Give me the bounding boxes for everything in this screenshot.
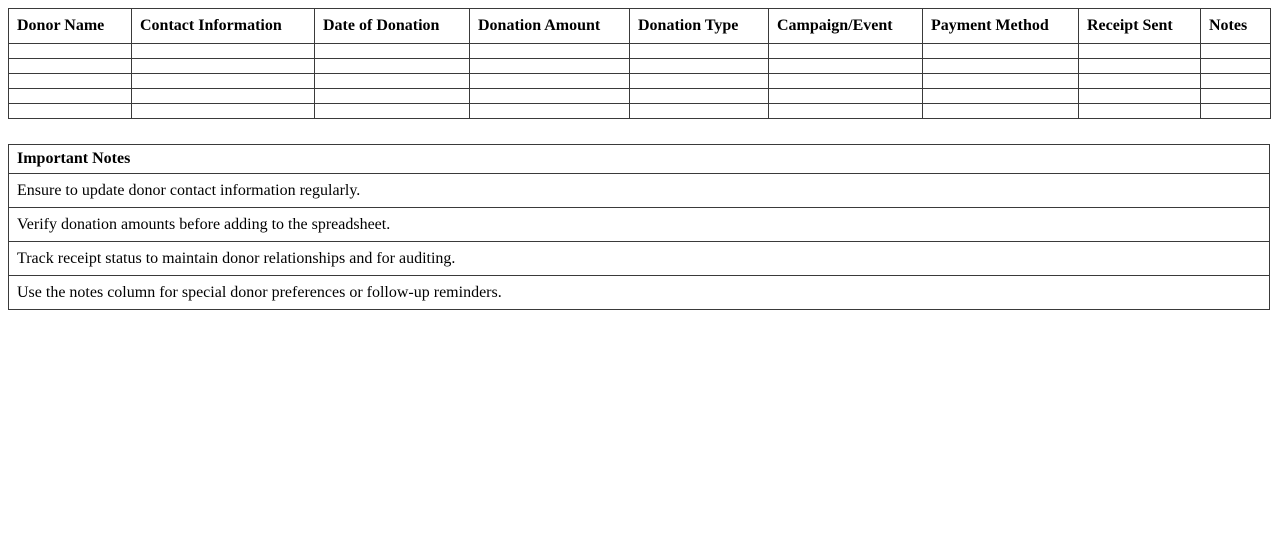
donation-table-header-row xyxy=(9,9,1271,44)
empty-donation-row xyxy=(9,89,1271,104)
column-header-notes: Notes xyxy=(1201,9,1271,44)
empty-cell xyxy=(132,59,315,74)
empty-cell xyxy=(470,104,630,119)
empty-cell xyxy=(470,89,630,104)
empty-cell xyxy=(470,44,630,59)
empty-cell xyxy=(630,74,769,89)
empty-cell xyxy=(9,59,132,74)
empty-cell xyxy=(315,74,470,89)
empty-cell xyxy=(630,89,769,104)
empty-cell xyxy=(315,104,470,119)
empty-cell xyxy=(9,44,132,59)
empty-cell xyxy=(132,104,315,119)
empty-donation-row xyxy=(9,74,1271,89)
empty-cell xyxy=(9,104,132,119)
empty-donation-row xyxy=(9,104,1271,119)
empty-cell xyxy=(923,104,1079,119)
column-header-donation-amount: Donation Amount xyxy=(470,9,630,44)
note-row xyxy=(9,276,1270,310)
empty-cell xyxy=(769,74,923,89)
empty-cell xyxy=(470,59,630,74)
empty-cell xyxy=(1201,44,1271,59)
column-header-donation-type: Donation Type xyxy=(630,9,769,44)
note-text: Verify donation amounts before adding to the spreadsheet. xyxy=(9,208,1270,242)
empty-cell xyxy=(630,104,769,119)
donation-tracker-table xyxy=(8,8,1271,119)
donation-table-body xyxy=(9,44,1271,119)
column-header-contact-information: Contact Information xyxy=(132,9,315,44)
empty-cell xyxy=(1201,59,1271,74)
empty-cell xyxy=(9,74,132,89)
important-notes-heading: Important Notes xyxy=(9,145,1270,174)
empty-cell xyxy=(1079,44,1201,59)
note-row xyxy=(9,208,1270,242)
empty-cell xyxy=(1079,74,1201,89)
empty-cell xyxy=(1201,104,1271,119)
empty-cell xyxy=(1201,89,1271,104)
empty-cell xyxy=(769,89,923,104)
note-row xyxy=(9,242,1270,276)
column-header-payment-method: Payment Method xyxy=(923,9,1079,44)
empty-cell xyxy=(1201,74,1271,89)
column-header-campaign-event: Campaign/Event xyxy=(769,9,923,44)
note-text: Use the notes column for special donor preferences or follow-up reminders. xyxy=(9,276,1270,310)
column-header-receipt-sent: Receipt Sent xyxy=(1079,9,1201,44)
empty-donation-row xyxy=(9,44,1271,59)
empty-cell xyxy=(132,44,315,59)
empty-cell xyxy=(470,74,630,89)
empty-cell xyxy=(630,59,769,74)
empty-cell xyxy=(769,44,923,59)
column-header-donor-name: Donor Name xyxy=(9,9,132,44)
empty-cell xyxy=(923,44,1079,59)
note-row xyxy=(9,174,1270,208)
empty-cell xyxy=(315,59,470,74)
empty-cell xyxy=(315,44,470,59)
column-header-date-of-donation: Date of Donation xyxy=(315,9,470,44)
empty-cell xyxy=(1079,59,1201,74)
empty-cell xyxy=(769,59,923,74)
empty-cell xyxy=(630,44,769,59)
empty-cell xyxy=(1079,89,1201,104)
empty-cell xyxy=(923,59,1079,74)
empty-cell xyxy=(132,89,315,104)
empty-cell xyxy=(9,89,132,104)
important-notes-table xyxy=(8,144,1270,310)
empty-cell xyxy=(1079,104,1201,119)
empty-donation-row xyxy=(9,59,1271,74)
empty-cell xyxy=(769,104,923,119)
empty-cell xyxy=(315,89,470,104)
empty-cell xyxy=(923,74,1079,89)
note-text: Track receipt status to maintain donor relationships and for auditing. xyxy=(9,242,1270,276)
empty-cell xyxy=(132,74,315,89)
important-notes-header-row xyxy=(9,145,1270,174)
note-text: Ensure to update donor contact information regularly. xyxy=(9,174,1270,208)
empty-cell xyxy=(923,89,1079,104)
